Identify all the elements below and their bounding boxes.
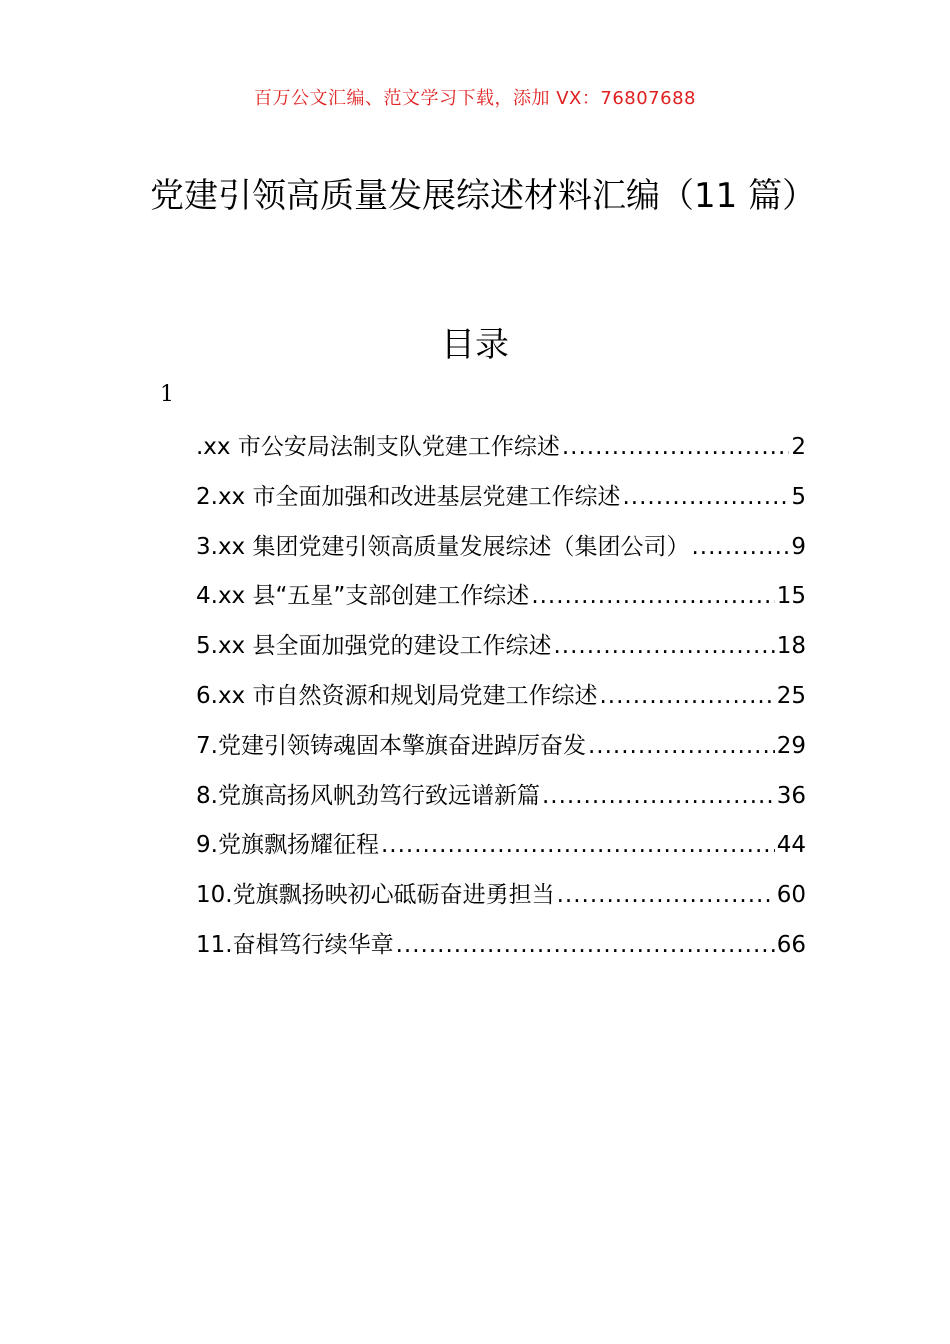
toc-dot-leader: [396, 921, 775, 971]
toc-entry-title: 11.奋楫笃行续华章: [196, 931, 394, 958]
toc-entry[interactable]: [196, 523, 806, 573]
toc-entry-page: 5: [791, 483, 806, 510]
toc-dot-leader: [691, 523, 789, 573]
toc-entry-page: 44: [776, 832, 806, 859]
toc-dot-leader: [531, 572, 774, 622]
toc-entry-title: 9.党旗飘扬耀征程: [196, 832, 379, 859]
toc-dot-leader: [599, 672, 774, 722]
toc-dot-leader: [542, 772, 775, 822]
toc-entry-page: 15: [776, 583, 806, 610]
toc-entry-title: .xx 市公安局法制支队党建工作综述: [196, 434, 560, 460]
toc-entry[interactable]: [196, 672, 806, 722]
toc-entry-title: 2.xx 市全面加强和改进基层党建工作综述: [196, 483, 621, 510]
toc-entry-title: 7.党建引领铸魂固本擎旗奋进踔厉奋发: [196, 732, 586, 759]
toc-entry[interactable]: [196, 821, 806, 871]
toc-entry-title: 5.xx 县全面加强党的建设工作综述: [196, 633, 552, 660]
toc-entry-page: 60: [776, 882, 806, 909]
toc-entry[interactable]: [196, 572, 806, 622]
toc-entry[interactable]: [196, 423, 806, 473]
toc-entry-page: 29: [776, 732, 806, 759]
toc-entry-title: 4.xx 县“五星”支部创建工作综述: [196, 583, 530, 610]
toc-entry-page: 66: [776, 931, 806, 958]
stray-page-number: 1: [160, 382, 174, 407]
toc-entry[interactable]: [196, 871, 806, 921]
toc-entry-page: 9: [791, 533, 806, 560]
toc-dot-leader: [622, 473, 789, 523]
toc-heading: 目录: [441, 325, 509, 365]
table-of-contents: [196, 423, 806, 971]
toc-entry[interactable]: [196, 772, 806, 822]
toc-entry[interactable]: [196, 722, 806, 772]
toc-dot-leader: [557, 871, 775, 921]
toc-entry-title: 6.xx 市自然资源和规划局党建工作综述: [196, 682, 598, 709]
toc-dot-leader: [562, 423, 790, 473]
toc-entry-title: 8.党旗高扬风帆劲笃行致远谱新篇: [196, 782, 540, 809]
toc-entry[interactable]: [196, 473, 806, 523]
toc-dot-leader: [588, 722, 775, 772]
toc-entry-page: 25: [776, 682, 806, 709]
toc-entry[interactable]: [196, 622, 806, 672]
header-watermark-note: 百万公文汇编、范文学习下载，添加 VX：76807688: [254, 88, 696, 109]
toc-entry-title: 3.xx 集团党建引领高质量发展综述（集团公司）: [196, 533, 690, 560]
toc-dot-leader: [381, 821, 775, 871]
toc-entry-page: 2: [791, 434, 806, 460]
toc-entry[interactable]: [196, 921, 806, 971]
toc-entry-page: 18: [776, 633, 806, 660]
toc-entry-title: 10.党旗飘扬映初心砥砺奋进勇担当: [196, 882, 555, 909]
toc-entry-page: 36: [776, 782, 806, 809]
document-title: 党建引领高质量发展综述材料汇编（11 篇）: [150, 176, 817, 216]
toc-dot-leader: [553, 622, 774, 672]
